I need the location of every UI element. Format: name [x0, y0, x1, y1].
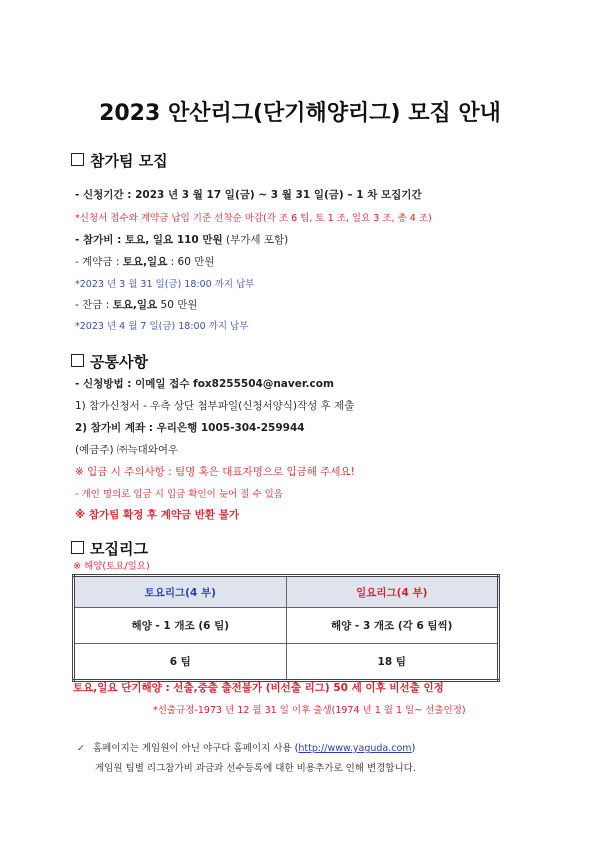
eligibility-rule: 토요,일요 단기해양 : 선출,중출 출전불가 (비선출 리그) 50 세 이후 비선출 인정 [73, 682, 444, 694]
section-title: 모집리그 [90, 540, 148, 558]
page-title: 2023 안산리그(단기해양리그) 모집 안내 [99, 101, 501, 126]
footer-text: 홈페이지는 게임원이 아닌 야구다 홈페이지 사용 ( [92, 743, 299, 754]
deposit-warning: ※ 입금 시 주의사항 : 팀명 혹은 대표자명으로 입금해 주세요! [75, 466, 355, 478]
step-2-account: 2) 참가비 계좌 : 우리은행 1005-304-259944 [75, 422, 305, 434]
table-cell: 6 팀 [74, 644, 287, 681]
table-row [74, 644, 499, 681]
deposit-prefix: - 계약금 : [75, 256, 123, 268]
table-cell: 18 팀 [286, 644, 499, 681]
balance-line [75, 297, 198, 312]
personal-name-warning: - 개인 명의로 입금 시 입금 확인이 늦어 질 수 있음 [75, 489, 283, 500]
section-header-leagues [71, 538, 148, 559]
checkmark-icon: ✓ [77, 743, 85, 754]
checkbox-square-icon [71, 153, 84, 166]
apply-method: - 신청방법 : 이메일 접수 fox8255504@naver.com [75, 378, 334, 390]
table-row [74, 608, 499, 644]
no-refund-warning: ※ 참가팀 확정 후 계약금 반환 불가 [75, 509, 239, 521]
league-table [72, 574, 500, 682]
section-header-common [71, 351, 148, 372]
checkbox-square-icon [71, 541, 84, 554]
deposit-line [75, 254, 215, 269]
deposit-days: 토요,일요 [122, 256, 168, 268]
fee-label: - 참가비 : 토요, 일요 110 만원 [75, 234, 223, 246]
table-cell: 해양 - 3 개조 (각 6 팀씩) [286, 608, 499, 644]
saturday-league-header: 토요리그(4 부) [74, 576, 287, 608]
footer-text-end: ) [411, 743, 416, 754]
footer-line-2: 게임원 팀별 리그참가비 과금과 선수등록에 대한 비용추가로 인해 변경합니다. [95, 763, 416, 774]
checkbox-square-icon [71, 354, 84, 367]
deposit-amount: : 60 만원 [167, 256, 215, 268]
balance-amount: 50 만원 [157, 299, 198, 311]
footer-line-1 [77, 740, 415, 754]
section-title: 참가팀 모집 [90, 152, 168, 170]
league-subnote: ※ 해양(토요/일요) [73, 561, 150, 572]
deposit-due: *2023 년 3 월 31 일(금) 18:00 까지 납부 [75, 279, 255, 290]
section-header-recruit [71, 150, 168, 171]
eligibility-note: *선출규정-1973 년 12 월 31 일 이후 출생(1974 년 1 월 1 일~ 선출인정) [153, 705, 466, 716]
step-1: 1) 참가신청서 - 우측 상단 첨부파일(신청서양식)작성 후 제출 [75, 400, 355, 412]
homepage-link[interactable]: http://www.yaguda.com [298, 743, 412, 754]
balance-due: *2023 년 4 월 7 일(금) 18:00 까지 납부 [75, 321, 249, 332]
fee-line [75, 232, 288, 247]
table-cell: 해양 - 1 개조 (6 팀) [74, 608, 287, 644]
balance-prefix: - 잔금 : [75, 299, 113, 311]
apply-period: - 신청기간 : 2023 년 3 월 17 일(금) ~ 3 월 31 일(금) – 1 차 모집기간 [75, 189, 422, 201]
first-come-note: *신청서 접수와 계약금 납입 기준 선착순 마감(각 조 6 팀, 토 1 조, 일요 3 조, 총 4 조) [75, 213, 432, 224]
account-holder: (예금주) ㈜늑대와여우 [75, 444, 179, 456]
section-title: 공통사항 [90, 353, 148, 371]
sunday-league-header: 일요리그(4 부) [286, 576, 499, 608]
table-header-row [74, 576, 499, 608]
balance-days: 토요,일요 [112, 299, 158, 311]
fee-suffix: (부가세 포함) [222, 234, 289, 246]
